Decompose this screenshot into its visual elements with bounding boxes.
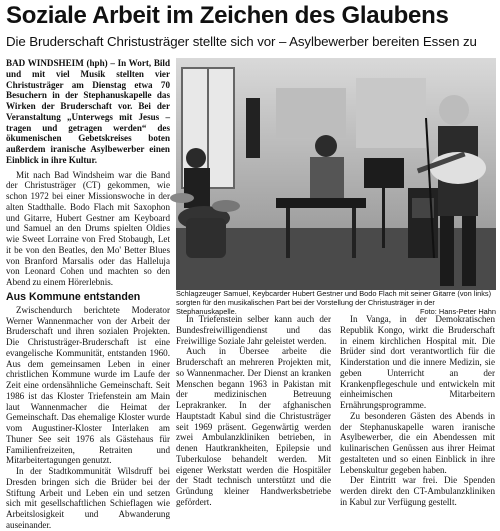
paragraph: In Vanga, in der Demokratischen Republik Kongo, wirkt die Bruderschaft in einem kirchlichen Hospital mit. Die Brüder sind dort verantwortlich für die Kinderstation und die innere Medizin, sie geben Unterricht an der Krankenpflegeschule und entwickeln mit einheimischen Mitarbeitern Ernährungsprogramme. xyxy=(340,314,495,410)
paragraph: In Triefenstein selber kann auch der Bundesfreiwilligendienst und das Freiwillige Soziale Jahr geleistet werden. xyxy=(176,314,331,346)
column-2 xyxy=(176,314,331,507)
paragraph: Auch in Übersee arbeite die Bruderschaft an mehreren Projekten mit, so Wannenmacher. Der Dienst an kranken Menschen begann 1963 in Pakistan mit der medizinischen Betreuung Leprakranker. In der afghanischen Hauptstadt Kabul sind die Christusträger seit 1969 präsent. Gegenwärtig werden zwei Ambulanzkliniken betrieben, in denen Hautkrankheiten, Epilepsie und Tuberkulose behandelt werden. Mit eigener Werkstatt werden die Hospitäler der Stadt technisch unterstützt und die Gründung kleiner Handwerksbetriebe gefördert. xyxy=(176,346,331,507)
section-subhead: Aus Kommune entstanden xyxy=(6,290,141,303)
column-1 xyxy=(6,58,170,530)
concert-photo xyxy=(176,58,496,290)
article-subheadline: Die Bruderschaft Christusträger stellte sich vor – Asylbewerber bereiten Essen zu xyxy=(6,34,477,49)
article-lead: BAD WINDSHEIM (hph) – In Wort, Bild und mit viel Musik stellten vier Christusträger am Dienstag etwa 70 Besuchern in der Stephanuskapelle das Wirken der Bruderschaft vor. Bei der Veranstaltung „Unterwegs mit Jesus – tragen und getragen werden“ des ökumenischen Gebetskreises boten außerdem iranische Asylbewerber einen Einblick in ihre Kultur. xyxy=(6,58,170,165)
column-3 xyxy=(340,314,495,507)
paragraph: Mit nach Bad Windsheim war die Band der Christusträger (CT) gekommen, wie schon 1972 bei einer Missionswoche in der alten Stadthalle. Bodo Flach mit Saxophon und Gitarre, Hubert Gestner am Keyboard und Samuel an den Drums spielten Oldies wie Sweet Lorraine von Fred Stobaugh, Let it be von den Beatles, den Mo' Better Blues von Branford Marsalis oder das Halleluja von Leonard Cohen und machten so den Abend zu einem Hörerlebnis. xyxy=(6,169,170,287)
photo-credit: Foto: Hans-Peter Hahn xyxy=(420,307,496,316)
band-photo-image xyxy=(176,58,496,290)
photo-caption xyxy=(176,289,496,316)
article-headline: Soziale Arbeit im Zeichen des Glaubens xyxy=(6,2,449,29)
caption-text: Schlagzeuger Samuel, Keybcarder Hubert Gestner und Bodo Flach mit seiner Gitarre (von links) sorgten für den musikalischen Part bei der Vorstellung der Christusträger in der Stephanuskapelle. xyxy=(176,289,492,316)
paragraph: In der Stadtkommunität Wilsdruff bei Dresden bringen sich die Brüder bei der Stiftung Arbeit und Leben ein und setzen sich mit gesellschaftlichen Schieflagen wie Arbeitslosigkeit und Abwanderung auseinander. xyxy=(6,466,170,530)
paragraph: Zu besonderen Gästen des Abends in der Stephanuskapelle waren iranische Asylbewerber, die ein Abendessen mit kulinarischen Genüssen aus ihrer Heimat gestalteten und so einen Einblick in ihre Lebenskultur gegeben haben. xyxy=(340,410,495,475)
paragraph: Der Eintritt war frei. Die Spenden werden direkt den CT-Ambulanzkliniken in Kabul zur Verfügung gestellt. xyxy=(340,475,495,507)
paragraph: Zwischendurch berichtete Moderator Werner Wannenmacher von der Arbeit der Bruderschaft und ihren sozialen Projekten. Die Christusträger-Bruderschaft ist eine evangelische Kommunität, entstanden 1960. Aus dem gemeinsamen Leben in einer christlichen Kommune wurde im Laufe der Zeit eine ordensähnliche Gemeinschaft. Seit 1986 ist das Kloster Triefenstein am Main laut Wannenmacher die Heimat der Gemeinschaft. Das ehemalige Kloster wurde vom Augustiner-Kloster Interlaken am Thuner See seit 1976 als Gästehaus für Familienfreizeiten, Retraiten und Mitarbeitertagungen genutzt. xyxy=(6,304,170,466)
